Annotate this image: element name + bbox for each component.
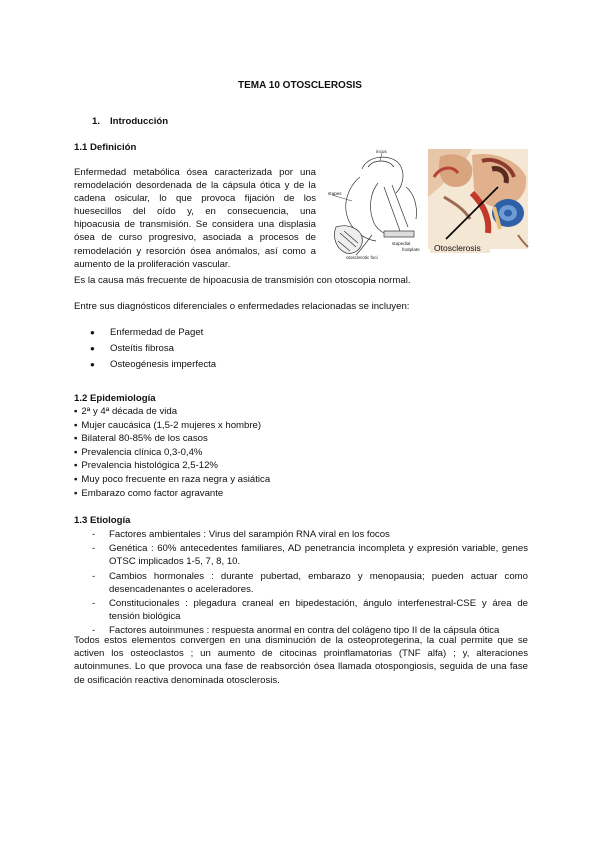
ear-illustration [428, 149, 528, 253]
definition-line: remodelación y resorción ósea anómalos, así como a [74, 245, 316, 257]
definition-line: huesecillos del oído y, en consecuencia, una [74, 206, 316, 218]
list-item: ▪ Prevalencia histológica 2,5-12% [74, 459, 270, 473]
differential-list [90, 325, 216, 373]
list-item: - Factores autoinmunes : respuesta anormal en contra del colágeno tipo II de la cápsula ótica [92, 624, 528, 637]
etiology-list [92, 528, 528, 639]
section-number: 1. [92, 116, 101, 127]
label-stapes: stapes [328, 191, 342, 196]
definition-line: hipoacusia de transmisión. Se considera una displasia [74, 219, 316, 231]
label-stapedial: stapedial [392, 241, 411, 246]
list-item: ▪ Bilateral 80-85% de los casos [74, 432, 270, 446]
list-item: ● Osteítis fibrosa [90, 341, 216, 357]
list-item: - Genética : 60% antecedentes familiares, AD penetrancia incompleta y expresión variable, genes OTSC implicados 1-5, 7, 8, 10. [92, 542, 528, 568]
etiology-closing-paragraph: Todos estos elementos convergen en una disminución de la osteoprotegerina, la cual permite que se activen los osteoclastos ; un aumento de citocinas proinflamatorias (TNF alfa) ; y, alteraciones autoinmunes. Lo que provoca una fase de reabsorción ósea llamada otospongiosis, seguida de una fase de osificación reactiva denominada otosclerosis. [74, 635, 528, 686]
label-otosclerosis: Otosclerosis [434, 243, 481, 253]
epidemiology-list [74, 405, 270, 500]
heading-etiologia: 1.3 Etiología [74, 515, 131, 526]
list-item: ● Enfermedad de Paget [90, 325, 216, 341]
list-item: - Constitucionales : plegadura craneal en bipedestación, ángulo interfenestral-CSE y área de tensión biológica [92, 597, 528, 623]
definition-paragraph [74, 166, 316, 271]
definition-line: remodelación desordenada de la cápsula ótica y de la [74, 180, 316, 192]
heading-definicion: 1.1 Definición [74, 142, 137, 153]
list-item: ▪ Muy poco frecuente en raza negra y asiática [74, 473, 270, 487]
definition-line: aumento de la proliferación vascular. [74, 258, 231, 270]
differential-intro: Entre sus diagnósticos diferenciales o enfermedades relacionadas se incluyen: [74, 301, 410, 312]
section-label: Introducción [110, 116, 169, 127]
list-item: ▪ 2ª y 4ª década de vida [74, 405, 270, 419]
definition-line: ósea de curso progresivo, asociada a procesos de [74, 232, 316, 244]
frequent-cause-text: Es la causa más frecuente de hipoacusia de transmisión con otoscopia normal. [74, 275, 411, 286]
section-heading-introduccion [92, 116, 168, 127]
list-item: - Cambios hormonales : durante pubertad, embarazo y menopausia; pueden actuar como desencadenantes o aceleradores. [92, 570, 528, 596]
definition-line: Enfermedad metabólica ósea caracterizada por una [74, 167, 316, 178]
otosclerosis-figure [322, 147, 530, 267]
label-incus: incus [376, 149, 387, 154]
label-otosclerotic-foci: otosclerotic foci [346, 255, 378, 260]
list-item: ▪ Embarazo como factor agravante [74, 487, 270, 501]
list-item: ● Osteogénesis imperfecta [90, 357, 216, 373]
label-footplate: footplate [402, 247, 420, 252]
heading-epidemiologia: 1.2 Epidemiología [74, 393, 156, 404]
list-item: ▪ Prevalencia clínica 0,3-0,4% [74, 446, 270, 460]
list-item: ▪ Mujer caucásica (1,5-2 mujeres x hombre) [74, 419, 270, 433]
list-item: - Factores ambientales : Virus del sarampión RNA viral en los focos [92, 528, 528, 541]
definition-line: cadena osicular, lo que provoca fijación de los [74, 193, 316, 205]
page-title: TEMA 10 OTOSCLEROSIS [238, 80, 362, 91]
